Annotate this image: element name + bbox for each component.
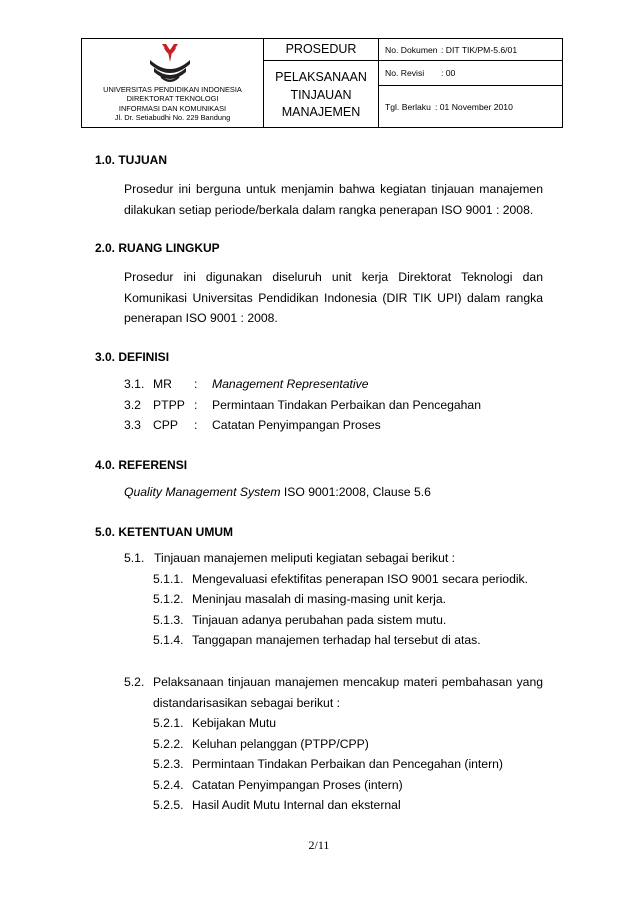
directorate-name-2: INFORMASI DAN KOMUNIKASI [118,103,227,113]
definition-desc: Permintaan Tindakan Perbaikan dan Pencegahan [212,398,481,412]
item-text: Tinjauan adanya perubahan pada sistem mutu. [192,613,447,627]
section-heading-definisi: 3.0. DEFINISI [95,350,170,364]
effective-date-row [379,86,562,127]
item-text: Catatan Penyimpangan Proses (intern) [192,778,403,792]
list-item [124,551,455,565]
item-text: Kebijakan Mutu [192,716,277,730]
revision-value: : 00 [441,68,456,78]
item-number: 5.2.1. [153,716,184,730]
definition-desc: Catatan Penyimpangan Proses [212,418,381,432]
item-text: Keluhan pelanggan (PTPP/CPP) [192,737,369,751]
revision-row [379,61,562,86]
ruang-lingkup-paragraph [124,267,543,329]
meta-cell [379,39,562,127]
reference-text [124,485,431,499]
definition-item [124,377,369,391]
item-number: 5.2.3. [153,757,184,771]
item-paragraph [153,672,543,713]
effective-date-label: Tgl. Berlaku [385,101,431,112]
sub-list-item [153,757,503,771]
item-number: 5.1.2. [153,592,184,606]
upi-logo-icon [146,42,194,86]
item-text: Meninjau masalah di masing-masing unit kerja. [192,592,447,606]
sub-list-item [153,613,446,627]
doc-title-line: MANAJEMEN [281,105,361,119]
sub-list-item [153,572,528,586]
institution-cell [82,39,264,127]
definition-desc: Management Representative [212,377,369,391]
directorate-name: DIREKTORAT TEKNOLOGI [126,94,219,104]
definition-number: 3.3 [124,418,141,432]
item-number: 5.1.1. [153,572,184,586]
item-number: 5.1.4. [153,633,184,647]
doc-title-line: TINJAUAN [290,87,352,102]
definition-number: 3.1. [124,377,145,391]
section-heading-tujuan: 1.0. TUJUAN [95,153,168,167]
paragraph-line: Prosedur ini berguna untuk menjamin bahwa kegiatan tinjauan manajemen [124,182,543,196]
definition-number: 3.2 [124,398,141,412]
definition-item [124,418,381,432]
doc-number-value: : DIT TIK/PM-5.6/01 [441,44,518,55]
sub-list-item [153,592,446,606]
section-heading-ketentuan: 5.0. KETENTUAN UMUM [95,525,234,539]
sub-list-item [153,778,403,792]
list-item [124,675,154,689]
definition-item [124,398,481,412]
effective-date-value: : 01 November 2010 [435,101,513,112]
sub-list-item [153,737,369,751]
definition-colon: : [194,398,198,412]
revision-label: No. Revisi [385,68,425,78]
doc-number-row [379,39,562,61]
tujuan-paragraph [124,179,543,220]
item-text: Hasil Audit Mutu Internal dan eksternal [192,798,401,812]
item-number: 5.2.4. [153,778,184,792]
sub-list-item [153,716,276,730]
paragraph-line: Komunikasi Universitas Pendidikan Indonesia (DIR TIK UPI) dalam rangka [124,290,543,305]
item-number: 5.1.3. [153,613,184,627]
doc-type: PROSEDUR [264,39,378,61]
institution-address: Jl. Dr. Setiabudhi No. 229 Bandung [114,113,231,123]
definition-term: PTPP [153,398,185,412]
paragraph-line: dilakukan setiap periode/berkala dalam rangka penerapan ISO 9001 : 2008. [124,202,534,217]
reference-italic: Quality Management System [124,485,281,499]
definition-colon: : [194,377,198,391]
institution-name: UNIVERSITAS PENDIDIKAN INDONESIA [103,85,242,94]
sub-list-item [153,633,481,647]
section-heading-referensi: 4.0. REFERENSI [95,458,188,472]
item-text: Tanggapan manajemen terhadap hal tersebut di atas. [192,633,481,647]
item-number: 5.2. [124,675,145,689]
definition-term: MR [153,377,172,391]
doc-number-label: No. Dokumen [385,44,438,55]
item-text: Permintaan Tindakan Perbaikan dan Pencegahan (intern) [192,757,503,771]
page-number: 2/11 [308,838,330,852]
item-number: 5.2.2. [153,737,184,751]
definition-colon: : [194,418,198,432]
paragraph-line: Prosedur ini digunakan diseluruh unit kerja Direktorat Teknologi dan [124,270,543,284]
item-text: Tinjauan manajemen meliputi kegiatan sebagai berikut : [154,551,456,565]
paragraph-line: Pelaksanaan tinjauan manajemen mencakup materi pembahasan yang [153,675,543,689]
sub-list-item [153,798,401,812]
paragraph-line: distandarisasikan sebagai berikut : [153,695,340,710]
reference-rest: ISO 9001:2008, Clause 5.6 [280,485,431,499]
doc-title-line: PELAKSANAAN [275,70,367,84]
item-number: 5.2.5. [153,798,184,812]
section-heading-ruang-lingkup: 2.0. RUANG LINGKUP [95,241,220,255]
doc-title [264,61,378,127]
title-cell [264,39,379,127]
paragraph-line: penerapan ISO 9001 : 2008. [124,311,278,325]
item-number: 5.1. [124,551,145,565]
document-header [81,38,563,128]
definition-term: CPP [153,418,179,432]
item-text: Mengevaluasi efektifitas penerapan ISO 9001 secara periodik. [192,572,529,586]
